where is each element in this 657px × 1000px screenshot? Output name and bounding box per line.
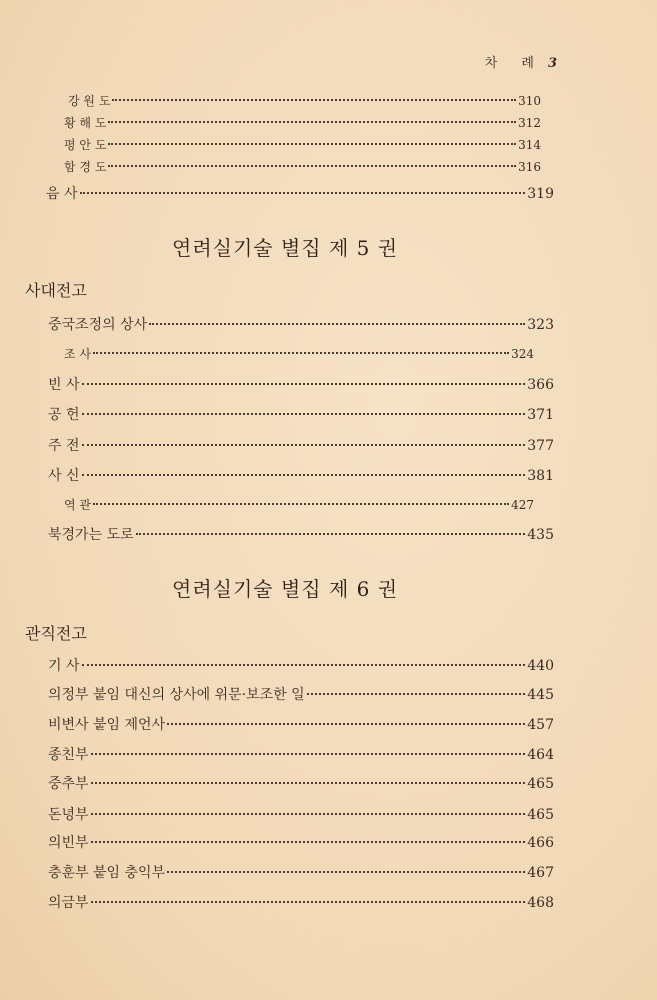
- leader-dots: [167, 723, 525, 725]
- toc-entry-label: 황 해 도: [64, 116, 107, 130]
- toc-entry-page: 468: [527, 895, 554, 911]
- volume-title: 연려실기술 별집 제 5 권: [172, 236, 399, 260]
- leader-dots: [82, 413, 526, 415]
- toc-entry[interactable]: [64, 158, 541, 175]
- toc-entry[interactable]: [48, 684, 554, 704]
- toc-entry-page: 464: [527, 747, 554, 763]
- toc-entry-page: 466: [527, 835, 554, 851]
- toc-entry[interactable]: [48, 655, 554, 675]
- leader-dots: [108, 121, 516, 123]
- toc-entry-page: 465: [527, 776, 554, 792]
- toc-entry-page: 427: [511, 498, 534, 512]
- toc-entry[interactable]: [48, 374, 554, 394]
- header-label: 차 례: [484, 56, 544, 71]
- section-heading: 관직전고: [25, 624, 87, 643]
- leader-dots: [91, 901, 526, 903]
- toc-entry-page: 457: [527, 717, 554, 733]
- toc-entry-label: 주 전: [48, 438, 80, 454]
- toc-entry[interactable]: [48, 773, 554, 793]
- toc-entry-label: 의금부: [48, 895, 89, 911]
- toc-entry-label: 중국조정의 상사: [48, 317, 148, 333]
- running-header: [485, 52, 557, 71]
- leader-dots: [91, 753, 526, 755]
- leader-dots: [307, 693, 526, 695]
- toc-entry-label: 의정부 붙임 대신의 상사에 위문·보조한 일: [48, 687, 305, 703]
- toc-entry[interactable]: [46, 183, 554, 203]
- toc-entry-label: 함 경 도: [64, 160, 107, 174]
- leader-dots: [82, 444, 526, 446]
- toc-entry-label: 빈 사: [48, 377, 80, 393]
- leader-dots: [82, 664, 526, 666]
- toc-entry-label: 돈녕부: [48, 807, 89, 823]
- toc-entry-label: 의빈부: [48, 835, 89, 851]
- leader-dots: [93, 503, 509, 505]
- toc-entry-label: 음 사: [46, 186, 78, 202]
- toc-entry-page: 435: [527, 527, 554, 543]
- toc-entry-label: 사 신: [48, 468, 80, 484]
- leader-dots: [112, 99, 516, 101]
- toc-entry[interactable]: [48, 714, 554, 734]
- leader-dots: [93, 352, 509, 354]
- toc-entry-label: 역 관: [64, 498, 91, 512]
- toc-entry-label: 비변사 붙임 제언사: [48, 717, 166, 733]
- toc-entry[interactable]: [64, 345, 534, 362]
- leader-dots: [136, 533, 526, 535]
- toc-entry-page: 324: [511, 347, 534, 361]
- toc-entry-page: 366: [527, 377, 554, 393]
- toc-entry-page: 323: [527, 317, 554, 333]
- toc-entry-label: 종친부: [48, 747, 89, 763]
- toc-entry-page: 445: [527, 687, 554, 703]
- toc-entry[interactable]: [64, 136, 541, 153]
- volume-title: 연려실기술 별집 제 6 권: [172, 577, 399, 601]
- toc-entry-label: 공 헌: [48, 407, 80, 423]
- toc-entry-page: 440: [527, 658, 554, 674]
- toc-entry-page: 371: [527, 407, 554, 423]
- toc-entry[interactable]: [48, 465, 554, 485]
- toc-entry[interactable]: [48, 435, 554, 455]
- leader-dots: [91, 813, 526, 815]
- toc-entry-page: 319: [527, 186, 554, 202]
- toc-entry[interactable]: [64, 114, 541, 131]
- toc-entry-page: 465: [527, 807, 554, 823]
- toc-entry-label: 중추부: [48, 776, 89, 792]
- section-heading: 사대전고: [25, 281, 87, 300]
- toc-entry-label: 충훈부 붙임 충익부: [48, 865, 166, 881]
- leader-dots: [82, 474, 526, 476]
- header-page-number: 3: [547, 56, 557, 71]
- toc-entry-label: 북경가는 도로: [48, 527, 134, 543]
- toc-entry-label: 강 원 도: [68, 94, 111, 108]
- toc-entry[interactable]: [48, 404, 554, 424]
- leader-dots: [108, 143, 516, 145]
- toc-entry[interactable]: [48, 804, 554, 824]
- leader-dots: [167, 871, 525, 873]
- toc-entry-label: 조 사: [64, 347, 91, 361]
- toc-entry[interactable]: [68, 92, 541, 109]
- toc-entry[interactable]: [48, 862, 554, 882]
- leader-dots: [80, 192, 526, 194]
- leader-dots: [91, 782, 526, 784]
- toc-entry[interactable]: [48, 892, 554, 912]
- leader-dots: [82, 383, 526, 385]
- toc-entry-page: 310: [518, 94, 541, 108]
- toc-entry-label: 기 사: [48, 658, 80, 674]
- toc-entry[interactable]: [48, 744, 554, 764]
- toc-entry-page: 467: [527, 865, 554, 881]
- toc-entry-page: 312: [518, 116, 541, 130]
- toc-entry-page: 381: [527, 468, 554, 484]
- leader-dots: [149, 323, 525, 325]
- toc-entry-label: 평 안 도: [64, 138, 107, 152]
- toc-entry[interactable]: [48, 832, 554, 852]
- toc-entry[interactable]: [48, 314, 554, 334]
- toc-entry[interactable]: [64, 496, 534, 513]
- toc-entry[interactable]: [48, 524, 554, 544]
- toc-entry-page: 314: [518, 138, 541, 152]
- leader-dots: [108, 165, 516, 167]
- toc-entry-page: 316: [518, 160, 541, 174]
- leader-dots: [91, 841, 526, 843]
- toc-entry-page: 377: [527, 438, 554, 454]
